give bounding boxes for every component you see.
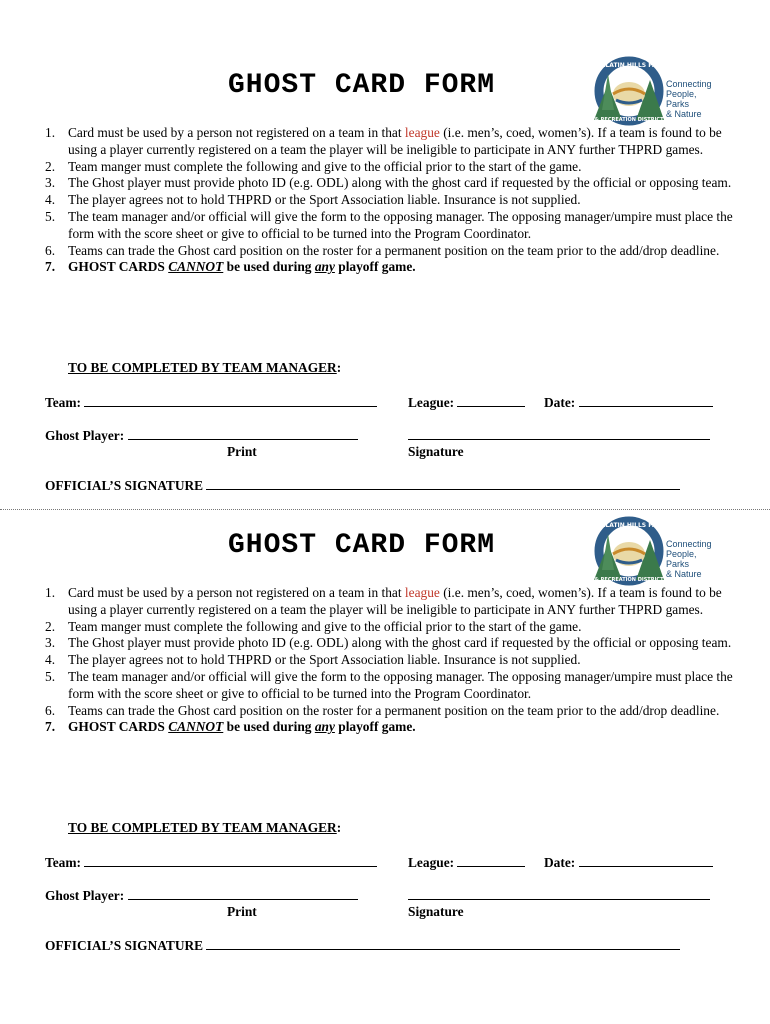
logo-arc-top: TUALATIN HILLS PARK — [592, 62, 666, 69]
logo-tagline — [666, 539, 722, 579]
league-row — [408, 854, 525, 871]
rule-item: 6. Teams can trade the Ghost card position on the roster for a permanent position on the team prior to the add/drop deadline. — [45, 702, 720, 718]
official-signature-row — [45, 937, 680, 954]
league-field[interactable] — [457, 394, 525, 407]
rule-item: 1. Card must be used by a person not registered on a team in that league (i.e. men’s, coed, women’s). If a team is found to be using a player currently registered on a team the player will be ineligible to participate in ANY further THPRD games. — [45, 585, 722, 617]
rule-item: 5. The team manager and/or official will give the form to the opposing manager. The opposing manager/umpire must place the form with the score sheet or give to official to be turned into the Program Coordinator. — [45, 668, 733, 701]
date-field[interactable] — [579, 394, 713, 407]
team-row — [45, 394, 377, 411]
ghost-player-signature-row — [408, 887, 710, 904]
official-signature-field[interactable] — [206, 937, 680, 950]
rules-list — [45, 585, 735, 736]
thprd-logo-icon — [592, 514, 666, 588]
manager-heading: TO BE COMPLETED BY TEAM MANAGER: — [68, 360, 342, 375]
ghost-player-row — [45, 887, 358, 904]
date-label: Date: — [544, 855, 576, 870]
league-label: League: — [408, 855, 455, 870]
thprd-logo — [592, 54, 722, 128]
rule-item: 4. The player agrees not to hold THPRD or the Sport Association liable. Insurance is not supplied. — [45, 652, 581, 668]
date-label: Date: — [544, 395, 576, 410]
rule-item: 3. The Ghost player must provide photo ID (e.g. ODL) along with the ghost card if requested by the official or opposing team. — [45, 635, 732, 651]
team-field[interactable] — [84, 394, 377, 407]
ghost-player-print-field[interactable] — [128, 427, 358, 440]
official-signature-label: OFFICIAL’S SIGNATURE — [45, 938, 204, 953]
form-title: GHOST CARD FORM — [228, 530, 496, 561]
signature-caption: Signature — [408, 904, 464, 919]
league-label: League: — [408, 395, 455, 410]
team-label: Team: — [45, 395, 81, 410]
form-title: GHOST CARD FORM — [228, 70, 496, 101]
logo-line-2: People, Parks — [666, 89, 697, 109]
league-field[interactable] — [457, 854, 525, 867]
rule-item: 5. The team manager and/or official will give the form to the opposing manager. The opposing manager/umpire must place the form with the score sheet or give to official to be turned into the Program Coordinator. — [45, 208, 733, 241]
logo-line-3: & Nature — [666, 109, 702, 119]
logo-tagline — [666, 79, 722, 119]
rule-item: 3. The Ghost player must provide photo ID (e.g. ODL) along with the ghost card if requested by the official or opposing team. — [45, 175, 732, 191]
team-row — [45, 854, 377, 871]
logo-arc-bottom: & RECREATION DISTRICT — [594, 117, 664, 123]
signature-caption: Signature — [408, 444, 464, 459]
rule-item: 1. Card must be used by a person not registered on a team in that league (i.e. men’s, coed, women’s). If a team is found to be using a player currently registered on a team the player will be ineligible to participate in ANY further THPRD games. — [45, 125, 722, 157]
team-label: Team: — [45, 855, 81, 870]
logo-arc-bottom: & RECREATION DISTRICT — [594, 577, 664, 583]
league-link[interactable]: league — [404, 585, 440, 600]
logo-arc-top: TUALATIN HILLS PARK — [592, 522, 666, 529]
logo-line-1: Connecting — [666, 539, 712, 549]
ghost-player-label: Ghost Player: — [45, 428, 125, 443]
logo-line-3: & Nature — [666, 569, 702, 579]
date-row — [544, 394, 713, 411]
rules-list — [45, 125, 735, 276]
league-link[interactable]: league — [404, 125, 440, 140]
thprd-logo — [592, 514, 722, 588]
manager-heading: TO BE COMPLETED BY TEAM MANAGER: — [68, 820, 342, 835]
print-caption: Print — [227, 444, 257, 459]
rule-item: 7. GHOST CARDS CANNOT be used during any playoff game. — [45, 719, 416, 735]
ghost-card-form-top — [0, 0, 770, 500]
team-field[interactable] — [84, 854, 377, 867]
ghost-player-row — [45, 427, 358, 444]
rule-item: 2. Team manger must complete the following and give to the official prior to the start of the game. — [45, 618, 582, 634]
logo-line-1: Connecting — [666, 79, 712, 89]
date-row — [544, 854, 713, 871]
ghost-player-signature-field[interactable] — [408, 427, 710, 440]
league-row — [408, 394, 525, 411]
rule-item: 7. GHOST CARDS CANNOT be used during any playoff game. — [45, 259, 416, 275]
thprd-logo-icon — [592, 54, 666, 128]
rule-item: 4. The player agrees not to hold THPRD or the Sport Association liable. Insurance is not supplied. — [45, 192, 581, 208]
print-caption: Print — [227, 904, 257, 919]
logo-line-2: People, Parks — [666, 549, 697, 569]
official-signature-label: OFFICIAL’S SIGNATURE — [45, 478, 204, 493]
rule-item: 2. Team manger must complete the following and give to the official prior to the start of the game. — [45, 158, 582, 174]
ghost-player-signature-field[interactable] — [408, 887, 710, 900]
ghost-card-form-bottom — [0, 460, 770, 960]
ghost-player-print-field[interactable] — [128, 887, 358, 900]
ghost-player-signature-row — [408, 427, 710, 444]
rule-item: 6. Teams can trade the Ghost card position on the roster for a permanent position on the team prior to the add/drop deadline. — [45, 242, 720, 258]
date-field[interactable] — [579, 854, 713, 867]
ghost-player-label: Ghost Player: — [45, 888, 125, 903]
